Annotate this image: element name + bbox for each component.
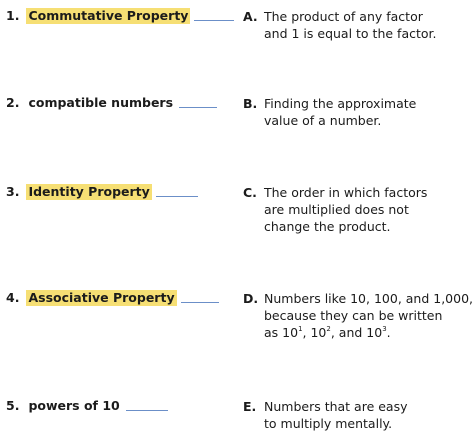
- definition-c: [243, 184, 427, 235]
- term-label: Associative Property: [28, 290, 175, 305]
- term-number: 4.: [6, 290, 20, 305]
- term-label: Commutative Property: [28, 8, 189, 23]
- definition-e: [243, 398, 408, 432]
- definition-text: [264, 290, 473, 341]
- term-label: Identity Property: [28, 184, 150, 199]
- definition-line: are multiplied does not: [264, 202, 409, 217]
- definition-letter: D.: [243, 291, 259, 306]
- term-label: powers of 10: [28, 398, 120, 413]
- definition-letter: B.: [243, 96, 258, 111]
- definition-letter: E.: [243, 399, 257, 414]
- answer-blank[interactable]: [179, 107, 217, 108]
- definition-line: to multiply mentally.: [264, 416, 393, 431]
- term-number: 1.: [6, 8, 20, 23]
- definition-a: [243, 8, 437, 42]
- term-4: [6, 290, 219, 306]
- definition-text: [264, 95, 416, 129]
- definition-powers-line: [264, 324, 473, 341]
- definition-line: and 1 is equal to the factor.: [264, 26, 437, 41]
- term-2: [6, 95, 217, 111]
- powers-mid-1: , 10: [302, 325, 327, 340]
- answer-blank[interactable]: [194, 20, 234, 21]
- definition-text: [264, 398, 408, 432]
- definition-line: Finding the approximate: [264, 96, 417, 111]
- answer-blank[interactable]: [181, 302, 219, 303]
- powers-suffix: .: [386, 325, 391, 340]
- term-number: 5.: [6, 398, 20, 413]
- definition-line: The order in which factors: [264, 185, 428, 200]
- exponent-2: 2: [326, 325, 331, 333]
- definition-line: change the product.: [264, 219, 391, 234]
- exponent-3: 3: [382, 325, 387, 333]
- definition-line: value of a number.: [264, 113, 382, 128]
- term-1: [6, 8, 234, 24]
- definition-line: Numbers that are easy: [264, 399, 408, 414]
- term-number: 2.: [6, 95, 20, 110]
- definition-line: Numbers like 10, 100, and 1,000,: [264, 291, 474, 306]
- term-label: compatible numbers: [28, 95, 174, 110]
- answer-blank[interactable]: [156, 196, 198, 197]
- term-number: 3.: [6, 184, 20, 199]
- powers-prefix: as 10: [264, 325, 299, 340]
- definition-text: [264, 184, 427, 235]
- definition-letter: C.: [243, 185, 257, 200]
- powers-mid-2: , and 10: [330, 325, 383, 340]
- term-3: [6, 184, 198, 200]
- definition-text: [264, 8, 437, 42]
- exponent-1: 1: [298, 325, 303, 333]
- definition-d: [243, 290, 473, 341]
- definition-letter: A.: [243, 9, 258, 24]
- definition-line: because they can be written: [264, 308, 443, 323]
- answer-blank[interactable]: [126, 410, 168, 411]
- definition-line: The product of any factor: [264, 9, 423, 24]
- term-5: [6, 398, 168, 414]
- definition-b: [243, 95, 416, 129]
